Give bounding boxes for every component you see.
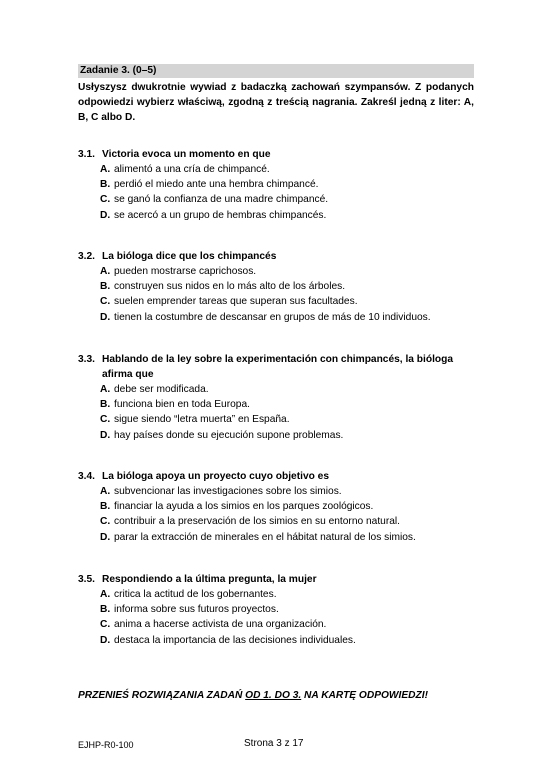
option-letter: D. [100,531,111,543]
option-letter: B. [100,604,111,616]
option-letter: A. [100,486,111,497]
option-d[interactable] [78,310,478,325]
option-text: sigue siendo “letra muerta” en España. [114,414,290,426]
option-a[interactable] [78,382,478,397]
transfer-note-underlined: OD 1. DO 3. [245,690,302,701]
question-3-5 [78,572,478,648]
transfer-note-part1: PRZENIEŚ ROZWIĄZANIA ZADAŃ [78,690,246,701]
question-number: 3.2. [78,251,95,262]
option-letter: B. [100,501,111,513]
option-d[interactable] [78,633,478,648]
option-letter: B. [100,179,111,191]
question-stem [78,572,478,587]
option-text: construyen sus nidos en lo más alto de los árboles. [114,281,346,293]
option-text: suelen emprender tareas que superan sus facultades. [114,296,358,308]
option-text: critica la actitud de los gobernantes. [114,589,277,600]
option-b[interactable] [78,602,478,617]
option-list [78,587,478,648]
option-list [78,162,478,223]
question-text: Respondiendo a la última pregunta, la mujer [102,574,317,585]
option-letter: A. [100,384,111,395]
option-letter: D. [100,311,111,323]
option-list [78,264,478,325]
question-number: 3.3. [78,354,95,365]
option-letter: C. [100,414,111,426]
question-text: Hablando de la ley sobre la experimentación con chimpancés, la bióloga afirma que [102,354,454,380]
option-letter: D. [100,634,111,646]
option-text: anima a hacerse activista de una organización. [114,619,327,631]
option-text: funciona bien en toda Europa. [114,399,250,411]
question-stem [78,249,478,264]
option-text: financiar la ayuda a los simios en los parques zoológicos. [114,501,374,513]
question-stem [78,147,478,162]
option-letter: B. [100,399,111,411]
option-list [78,484,478,545]
option-text: contribuir a la preservación de los simios en su entorno natural. [114,516,400,528]
option-text: debe ser modificada. [114,384,209,395]
option-c[interactable] [78,412,478,427]
option-text: subvencionar las investigaciones sobre los simios. [114,486,342,497]
page-number: Strona 3 z 17 [244,738,304,749]
task-instructions: Usłyszysz dwukrotnie wywiad z badaczką zachowań szympansów. Z podanych odpowiedzi wybierz właściwą, zgodną z treścią nagrania. Zakreśl jedną z liter: A, B, C albo D. [78,82,474,123]
question-3-3 [78,352,478,443]
option-letter: A. [100,266,111,277]
option-text: se acercó a un grupo de hembras chimpancés. [114,209,327,221]
option-letter: C. [100,516,111,528]
option-c[interactable] [78,514,478,529]
option-letter: D. [100,429,111,441]
question-number: 3.1. [78,149,95,160]
option-a[interactable] [78,264,478,279]
question-text: La bióloga apoya un proyecto cuyo objetivo es [102,471,329,482]
question-stem [78,352,478,382]
question-number: 3.4. [78,471,95,482]
option-b[interactable] [78,177,478,192]
option-letter: C. [100,619,111,631]
question-stem [78,469,478,484]
option-text: tienen la costumbre de descansar en grupos de más de 10 individuos. [114,311,431,323]
option-b[interactable] [78,397,478,412]
option-text: alimentó a una cría de chimpancé. [114,164,270,175]
question-number: 3.5. [78,574,95,585]
option-letter: C. [100,296,111,308]
option-text: perdió el miedo ante una hembra chimpancé. [114,179,319,191]
option-list [78,382,478,443]
option-letter: A. [100,589,111,600]
question-3-1 [78,147,478,223]
task-header: Zadanie 3. (0–5) [78,64,474,78]
option-a[interactable] [78,162,478,177]
option-c[interactable] [78,294,478,309]
transfer-answers-note [78,690,478,701]
option-d[interactable] [78,530,478,545]
option-b[interactable] [78,499,478,514]
option-c[interactable] [78,192,478,207]
option-letter: D. [100,209,111,221]
question-text: La bióloga dice que los chimpancés [102,251,277,262]
option-b[interactable] [78,279,478,294]
option-text: se ganó la confianza de una madre chimpancé. [114,194,329,206]
transfer-note-part2: NA KARTĘ ODPOWIEDZI! [301,690,428,701]
option-d[interactable] [78,428,478,443]
option-text: destaca la importancia de las decisiones individuales. [114,634,356,646]
question-3-4 [78,469,478,545]
option-text: pueden mostrarse caprichosos. [114,266,257,277]
option-text: informa sobre sus futuros proyectos. [114,604,279,616]
option-text: parar la extracción de minerales en el hábitat natural de los simios. [114,531,416,543]
option-letter: B. [100,281,111,293]
question-3-2 [78,249,478,325]
option-c[interactable] [78,617,478,632]
option-a[interactable] [78,484,478,499]
question-text: Victoria evoca un momento en que [102,149,271,160]
option-a[interactable] [78,587,478,602]
option-letter: A. [100,164,111,175]
exam-code: EJHP-R0-100 [78,740,134,750]
option-text: hay países donde su ejecución supone problemas. [114,429,344,441]
option-letter: C. [100,194,111,206]
option-d[interactable] [78,208,478,223]
